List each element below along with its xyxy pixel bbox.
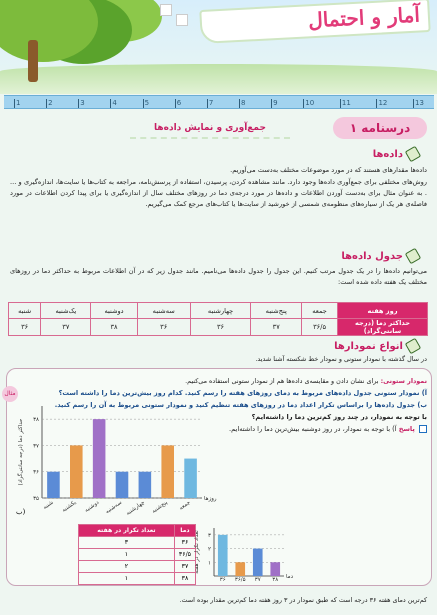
table-row xyxy=(79,549,196,561)
x-tick-label: دوشنبه xyxy=(83,499,101,514)
table-cell: پنج‌شنبه xyxy=(251,303,302,319)
weekly-temperature-chart xyxy=(16,396,226,518)
heading-charts xyxy=(334,340,419,352)
pencil-icon xyxy=(405,146,421,162)
frequency-chart xyxy=(192,520,302,588)
section-subheading: جمع‌آوری و نمایش داده‌ها xyxy=(130,123,290,139)
bar xyxy=(235,562,245,576)
heading-charts-text: انواع نمودارها xyxy=(334,340,403,352)
square-decoration xyxy=(160,4,172,16)
answer-a: آ) با توجه به نمودار، در روز دوشنبه بیش‌ترین دما را داشته‌ایم. xyxy=(229,425,397,433)
pencil-icon xyxy=(405,248,421,264)
bar xyxy=(253,549,263,576)
paragraph-data-methods: روش‌های مختلفی برای جمع‌آوری داده‌ها وجود دارد. مانند مشاهده کردن، پرسیدن، استفاده از پرسش‌نامه، مراجعه به کتاب‌ها یا سایت‌ها، اندازه‌گیری و ... . به عنوان مثال برای به‌دست آوردن اطلاعات و داده‌ها در مورد درجه‌ی دما در روزهای مختلف سال از اندازه‌گیری یا برای پیدا کردن اطلاعات در مورد فاصله‌ی هر یک از سیاره‌های منظومه‌ی شمسی از خورشید از سایت‌ها یا کتاب‌های مرجع کمک می‌گیریم. xyxy=(10,178,427,209)
checkbox-icon xyxy=(419,425,427,433)
x-tick-label: ۳۶ xyxy=(219,577,226,583)
table-cell: ۳۷ xyxy=(251,319,302,336)
y-tick-label: ۳۸ xyxy=(33,417,39,424)
table-cell: یک‌شنبه xyxy=(41,303,91,319)
table-cell: ۳۶ xyxy=(137,319,190,336)
x-tick-label: شنبه xyxy=(42,499,55,511)
table-cell: ۳۷ xyxy=(41,319,91,336)
answer-label: پاسخ xyxy=(398,425,415,433)
table-cell: ۳۶ xyxy=(9,319,41,336)
ruler xyxy=(4,95,434,109)
paragraph-charts-intro: در سال گذشته با نمودار ستونی و نمودار خط شکسته آشنا شدید. xyxy=(255,355,427,363)
table-cell: ۱ xyxy=(79,549,175,561)
paragraph-bar-chart xyxy=(10,376,427,387)
ruler-tick: 8 xyxy=(240,99,246,107)
ruler-tick: 9 xyxy=(273,99,278,107)
y-tick-label: ۳۶ xyxy=(33,469,39,476)
y-tick-label: ۲ xyxy=(208,546,211,553)
bar-chart-label: نمودار ستونی: xyxy=(380,377,427,385)
answer-a-line xyxy=(229,425,427,433)
temperature-table xyxy=(8,302,428,336)
bar xyxy=(161,445,174,498)
tree-trunk xyxy=(28,40,38,82)
table-cell: ۳۶/۵ xyxy=(174,549,195,561)
table-cell: ۳۶ xyxy=(190,319,251,336)
bar xyxy=(270,562,280,576)
part-b-label: ب) xyxy=(16,508,26,516)
footer-answer: کم‌ترین دمای هفته ۳۶ درجه است که طبق نمودار در ۳ روز هفته دما کم‌ترین مقدار بوده است. xyxy=(179,596,427,604)
table-cell: شنبه xyxy=(9,303,41,319)
table-header-cell: تعداد تکرار در هفته xyxy=(79,525,175,537)
table-cell: ۱ xyxy=(79,573,175,585)
heading-table-text: جدول داده‌ها xyxy=(341,250,403,262)
page-title: آمار و احتمال xyxy=(307,2,421,33)
table-cell: ۲ xyxy=(79,561,175,573)
x-tick-label: ۳۶/۵ xyxy=(234,577,246,583)
ruler-tick: 1 xyxy=(16,99,21,107)
table-header-cell: حداکثر دما (درجه سانتی‌گراد) xyxy=(338,319,428,336)
x-tick-label: جمعه xyxy=(178,499,192,512)
table-cell: ۳۶/۵ xyxy=(302,319,338,336)
ruler-tick: 7 xyxy=(208,99,214,107)
ruler-tick: 11 xyxy=(341,99,351,107)
table-cell: سه‌شنبه xyxy=(137,303,190,319)
square-decoration xyxy=(176,14,188,26)
x-axis-label: دما xyxy=(286,574,294,580)
ruler-tick: 2 xyxy=(48,99,53,107)
lesson-badge: درسنامه ۱ xyxy=(333,117,427,139)
y-axis-label: تعداد تکرار در هفته xyxy=(194,530,200,574)
table-row xyxy=(79,561,196,573)
bar xyxy=(184,459,197,498)
question-c: با توجه به نمودار، در چند روز کم‌ترین دما را داشته‌ایم؟ xyxy=(251,413,427,421)
y-tick-label: ۳۵ xyxy=(33,496,39,502)
bar xyxy=(70,445,83,498)
paragraph-data-intro: داده‌ها مقدارهای هستند که در مورد موضوعات مختلف به‌دست می‌آوریم. xyxy=(230,166,427,174)
ruler-tick: 10 xyxy=(305,99,315,107)
table-row xyxy=(79,573,196,585)
bar xyxy=(116,472,129,498)
ruler-tick: 4 xyxy=(112,99,117,107)
y-tick-label: ۳۷ xyxy=(33,443,39,450)
x-tick-label: ۳۸ xyxy=(272,577,279,583)
x-tick-label: یکشنبه xyxy=(61,499,78,514)
ruler-tick: 5 xyxy=(144,99,150,107)
paragraph-table: می‌توانیم داده‌ها را در یک جدول مرتب کنیم. این جدول را جدول داده‌ها می‌نامیم. مانند جدول زیر که در آن اطلاعات مربوط به حداکثر دما در روزهای مختلف یک هفته داده شده است: xyxy=(10,267,427,287)
table-cell: ۳۸ xyxy=(91,319,137,336)
table-cell: چهارشنبه xyxy=(190,303,251,319)
table-cell: ۳۶ xyxy=(174,537,195,549)
bar-chart-text: برای نشان دادن و مقایسه‌ی داده‌ها هم از نمودار ستونی استفاده می‌کنیم. xyxy=(185,377,379,385)
ruler-tick: 3 xyxy=(80,99,85,107)
heading-table xyxy=(341,250,419,262)
question-b: ب) جدول داده‌ها را براساس تکرار اعداد دما در روزهای هفته تنظیم کنید و نمودار ستونی مربوط به آن را رسم کنید. xyxy=(54,401,427,409)
question-a: آ) نمودار ستونی جدول داده‌های مربوط به دمای روزهای هفته را رسم کنید. کدام روز بیش‌ترین دما را داشته است؟ xyxy=(58,389,427,397)
table-row xyxy=(79,537,196,549)
grass-hill xyxy=(0,64,437,94)
bar xyxy=(47,472,60,498)
example-badge: مثال xyxy=(2,386,18,402)
table-cell: ۳ xyxy=(79,537,175,549)
pencil-icon xyxy=(405,338,421,354)
bar xyxy=(218,535,228,576)
x-tick-label: ۳۷ xyxy=(254,577,261,583)
heading-data xyxy=(373,148,419,160)
table-cell: دوشنبه xyxy=(91,303,137,319)
table-cell: جمعه xyxy=(302,303,338,319)
frequency-table xyxy=(78,524,196,585)
table-header-cell: دما xyxy=(174,525,195,537)
table-cell: ۳۷ xyxy=(174,561,195,573)
bar xyxy=(139,472,152,498)
table-row xyxy=(9,303,428,319)
table-row xyxy=(9,319,428,336)
y-tick-label: ۱ xyxy=(208,560,211,567)
x-tick-label: پنج‌شنبه xyxy=(150,499,169,515)
y-axis-label: حداکثر دما (درجه سانتی‌گراد) xyxy=(18,418,24,486)
ruler-tick: 12 xyxy=(378,99,388,107)
x-tick-label: چهارشنبه xyxy=(125,499,147,517)
table-row xyxy=(79,525,196,537)
ruler-tick: 6 xyxy=(176,99,182,107)
bar xyxy=(93,419,106,498)
table-header-cell: روز هفته xyxy=(338,303,428,319)
y-tick-label: ۳ xyxy=(208,532,211,539)
heading-data-text: داده‌ها xyxy=(372,148,403,160)
x-tick-label: سه‌شنبه xyxy=(104,499,124,516)
table-cell: ۳۸ xyxy=(174,573,195,585)
ruler-tick: 13 xyxy=(415,99,424,107)
x-axis-label: روزها xyxy=(204,496,217,502)
